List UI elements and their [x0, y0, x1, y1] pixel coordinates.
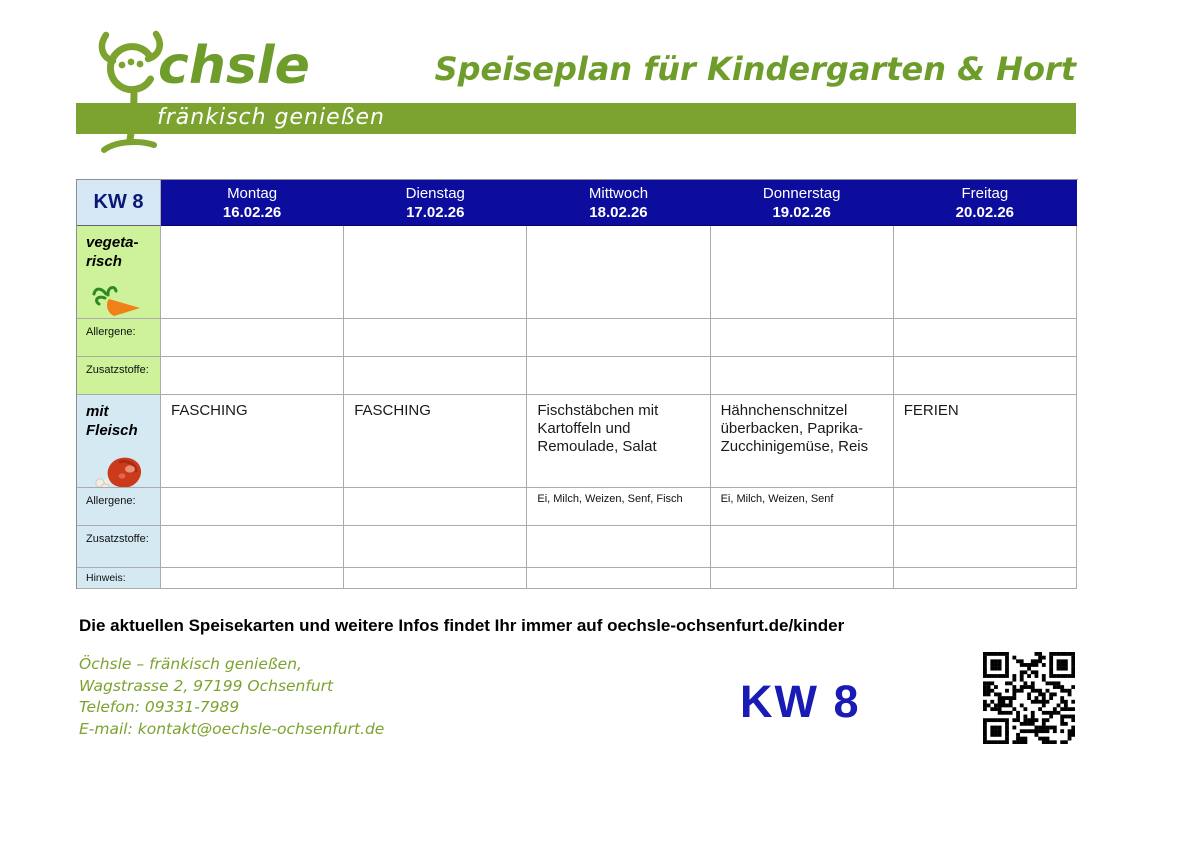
menu-table: [76, 179, 1078, 589]
meal-cell-veg-friday: [894, 226, 1077, 319]
hinweis-cell-thursday: [711, 568, 894, 589]
zusatz-cell-meat-tuesday: [344, 526, 527, 568]
day-name: Donnerstag: [762, 185, 841, 202]
contact-line: E-mail: kontakt@oechsle-ochsenfurt.de: [79, 719, 385, 738]
zusatz-cell-meat-wednesday: [527, 526, 710, 568]
page-title: Speiseplan für Kindergarten & Hort: [434, 50, 1076, 88]
meal-cell-meat-wednesday: Fischstäbchen mit Kartoffeln und Remoulade, Salat: [527, 395, 710, 488]
day-name: Mittwoch: [588, 185, 649, 202]
allergen-cell-veg-friday: [894, 319, 1077, 357]
brand-tagline: fränkisch genießen: [157, 105, 385, 130]
day-date: 17.02.26: [406, 204, 465, 221]
allergen-cell-meat-friday: [894, 488, 1077, 526]
contact-line: Telefon: 09331-7989: [79, 698, 240, 716]
allergen-cell-meat-monday: [161, 488, 344, 526]
allergen-cell-meat-thursday: Ei, Milch, Weizen, Senf: [711, 488, 894, 526]
contact-line: Öchsle – fränkisch genießen,: [79, 655, 302, 673]
hinweis-cell-tuesday: [344, 568, 527, 589]
allergen-cell-veg-tuesday: [344, 319, 527, 357]
meal-cell-veg-wednesday: [527, 226, 710, 319]
hinweis-cell-friday: [894, 568, 1077, 589]
zusatz-cell-veg-friday: [894, 357, 1077, 395]
info-line: Die aktuellen Speisekarten und weitere Infos findet Ihr immer auf oechsle-ochsenfurt.de/kinder: [79, 616, 845, 635]
allergen-cell-meat-wednesday: Ei, Milch, Weizen, Senf, Fisch: [527, 488, 710, 526]
week-label: KW 8: [77, 180, 161, 226]
row-label-zusatzstoffe: Zusatzstoffe:: [77, 357, 161, 395]
zusatz-cell-veg-wednesday: [527, 357, 710, 395]
meal-cell-veg-monday: [161, 226, 344, 319]
row-label-zusatzstoffe: Zusatzstoffe:: [77, 526, 161, 568]
allergen-cell-veg-monday: [161, 319, 344, 357]
zusatz-cell-meat-friday: [894, 526, 1077, 568]
meal-cell-meat-monday: FASCHING: [161, 395, 344, 488]
contact-block: [79, 654, 384, 740]
zusatz-cell-veg-thursday: [711, 357, 894, 395]
row-label-allergene: Allergene:: [77, 319, 161, 357]
carrot-icon: [92, 285, 160, 319]
meal-cell-meat-tuesday: FASCHING: [344, 395, 527, 488]
day-header-thursday: [711, 180, 894, 226]
qr-code: [983, 652, 1075, 744]
contact-line: Wagstrasse 2, 97199 Ochsenfurt: [79, 676, 334, 695]
day-date: 16.02.26: [222, 204, 282, 221]
zusatz-cell-veg-tuesday: [344, 357, 527, 395]
allergen-cell-veg-thursday: [711, 319, 894, 357]
row-label-allergene: Allergene:: [77, 488, 161, 526]
day-date: 18.02.26: [589, 204, 648, 221]
meat-icon: [92, 454, 160, 488]
day-date: 20.02.26: [955, 204, 1015, 221]
allergen-cell-meat-tuesday: [344, 488, 527, 526]
day-header-wednesday: [527, 180, 710, 226]
hinweis-cell-monday: [161, 568, 344, 589]
day-date: 19.02.26: [772, 204, 831, 221]
day-name: Montag: [227, 185, 278, 202]
day-header-friday: [894, 180, 1077, 226]
day-header-tuesday: [344, 180, 527, 226]
meal-cell-meat-thursday: Hähnchenschnitzel überbacken, Paprika-Zucchinigemüse, Reis: [711, 395, 894, 488]
row-label-hinweis: Hinweis:: [77, 568, 161, 589]
week-number-big: KW 8: [740, 676, 861, 727]
zusatz-cell-veg-monday: [161, 357, 344, 395]
meal-cell-veg-thursday: [711, 226, 894, 319]
logo-wordmark: chsle: [158, 36, 310, 96]
allergen-cell-veg-wednesday: [527, 319, 710, 357]
meal-cell-veg-tuesday: [344, 226, 527, 319]
day-header-monday: [161, 180, 344, 226]
day-name: Dienstag: [405, 185, 465, 202]
section-label-vegetarian: vegeta- risch: [77, 226, 161, 319]
zusatz-cell-meat-monday: [161, 526, 344, 568]
day-name: Freitag: [961, 185, 1009, 202]
hinweis-cell-wednesday: [527, 568, 710, 589]
section-label-meat: mit Fleisch: [77, 395, 161, 488]
zusatz-cell-meat-thursday: [711, 526, 894, 568]
meal-cell-meat-friday: FERIEN: [894, 395, 1077, 488]
